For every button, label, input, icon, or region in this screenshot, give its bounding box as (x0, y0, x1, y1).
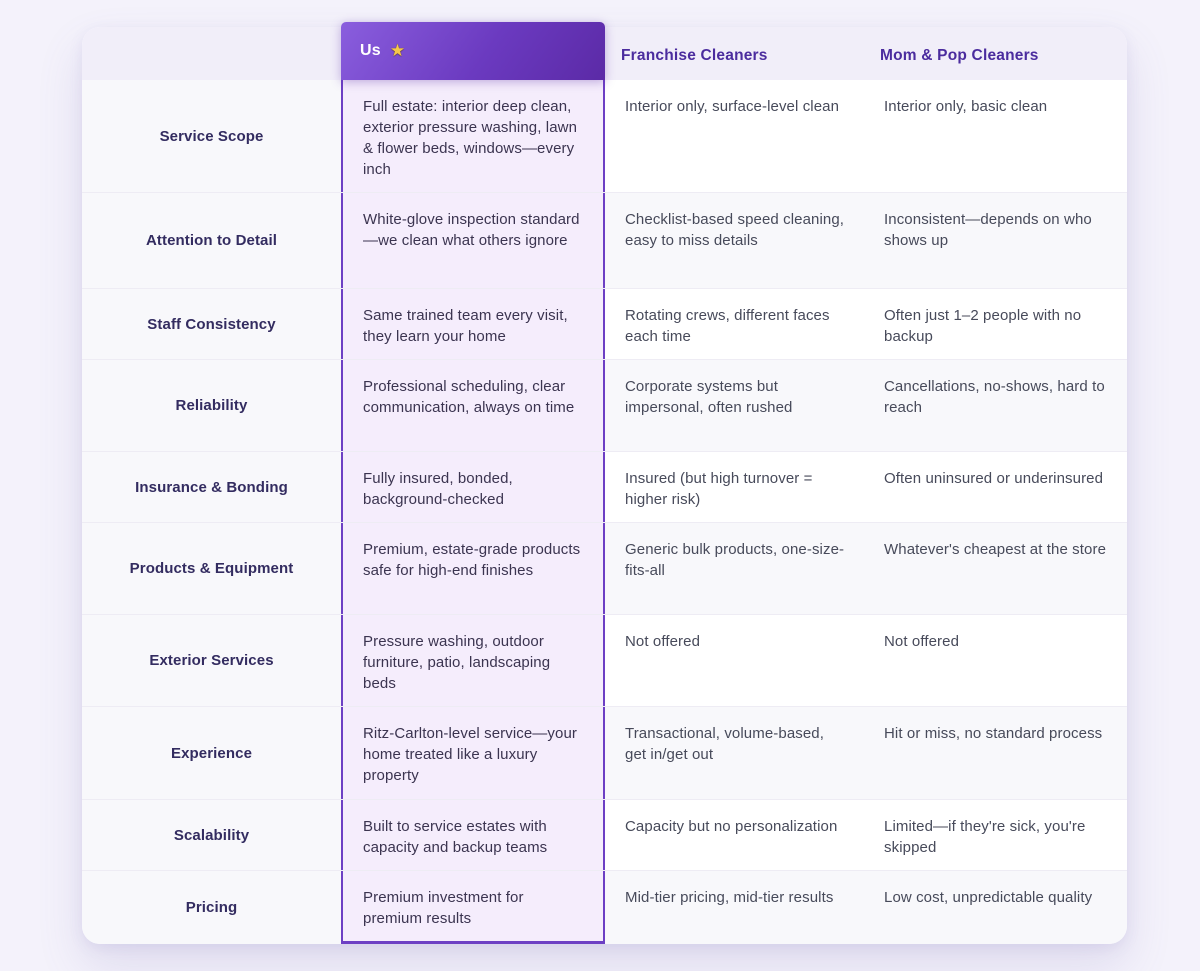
us-value-cell: Professional scheduling, clear communication, always on time (341, 360, 605, 451)
star-icon: ★ (389, 41, 406, 60)
franchise-value-cell: Not offered (625, 633, 701, 650)
feature-label: Staff Consistency (82, 289, 341, 359)
franchise-value-cell: Corporate systems but impersonal, often rushed (605, 360, 864, 451)
mompop-value-cell: Not offered (884, 633, 960, 650)
mompop-value-cell: Whatever's cheapest at the store (864, 523, 1127, 614)
us-value-cell: Built to service estates with capacity and backup teams (341, 800, 605, 870)
table-row (82, 80, 1127, 192)
franchise-value-cell: Rotating crews, different faces each time (625, 307, 830, 345)
us-value-cell: White-glove inspection standard—we clean what others ignore (341, 193, 605, 288)
mompop-value-cell: Interior only, basic clean (884, 98, 1048, 115)
franchise-value-cell: Interior only, surface-level clean (625, 98, 840, 115)
table-row (82, 522, 1127, 614)
us-value-cell: Premium investment for premium results (341, 871, 605, 944)
table-row (82, 451, 1127, 522)
us-value-cell: Full estate: interior deep clean, exterior pressure washing, lawn & flower beds, windows—every inch (341, 80, 605, 192)
feature-label: Insurance & Bonding (82, 452, 341, 522)
table-row (82, 799, 1127, 870)
table-row (82, 614, 1127, 706)
franchise-value-cell: Mid-tier pricing, mid-tier results (605, 871, 864, 944)
mompop-value-cell: Inconsistent—depends on who shows up (864, 193, 1127, 288)
franchise-value-cell: Transactional, volume-based, get in/get out (605, 707, 864, 799)
us-value-cell: Same trained team every visit, they learn your home (341, 289, 605, 359)
table-row (82, 192, 1127, 288)
mompop-value-cell: Often uninsured or underinsured (884, 470, 1104, 487)
mompop-column-header: Mom & Pop Cleaners (880, 47, 1039, 64)
feature-label: Scalability (82, 800, 341, 870)
feature-label: Experience (82, 707, 341, 799)
table-header-row (82, 27, 1127, 80)
franchise-value-cell: Capacity but no personalization (625, 818, 838, 835)
us-value-cell: Fully insured, bonded, background-checked (341, 452, 605, 522)
us-value-cell: Pressure washing, outdoor furniture, patio, landscaping beds (341, 615, 605, 706)
table-row (82, 359, 1127, 451)
comparison-table (82, 27, 1127, 944)
feature-label: Attention to Detail (82, 193, 341, 288)
feature-label: Service Scope (82, 80, 341, 192)
mompop-value-cell: Low cost, unpredictable quality (864, 871, 1127, 944)
mompop-value-cell: Cancellations, no-shows, hard to reach (864, 360, 1127, 451)
feature-column-header (82, 27, 341, 85)
us-value-cell: Premium, estate-grade products safe for high-end finishes (341, 523, 605, 614)
franchise-column-header: Franchise Cleaners (621, 47, 768, 64)
us-header-label: Us (360, 42, 381, 59)
mompop-value-cell: Hit or miss, no standard process (864, 707, 1127, 799)
table-row (82, 706, 1127, 799)
feature-label: Reliability (82, 360, 341, 451)
feature-label: Pricing (82, 871, 341, 944)
table-row (82, 288, 1127, 359)
table-row (82, 870, 1127, 944)
mompop-value-cell: Limited—if they're sick, you're skipped (884, 818, 1086, 856)
feature-label: Products & Equipment (82, 523, 341, 614)
us-value-cell: Ritz-Carlton-level service—your home treated like a luxury property (341, 707, 605, 799)
franchise-value-cell: Generic bulk products, one-size-fits-all (605, 523, 864, 614)
feature-label: Exterior Services (82, 615, 341, 706)
franchise-value-cell: Insured (but high turnover = higher risk) (625, 470, 813, 508)
franchise-value-cell: Checklist-based speed cleaning, easy to miss details (605, 193, 864, 288)
mompop-value-cell: Often just 1–2 people with no backup (884, 307, 1082, 345)
table-body (82, 80, 1127, 944)
us-column-header (341, 22, 605, 80)
